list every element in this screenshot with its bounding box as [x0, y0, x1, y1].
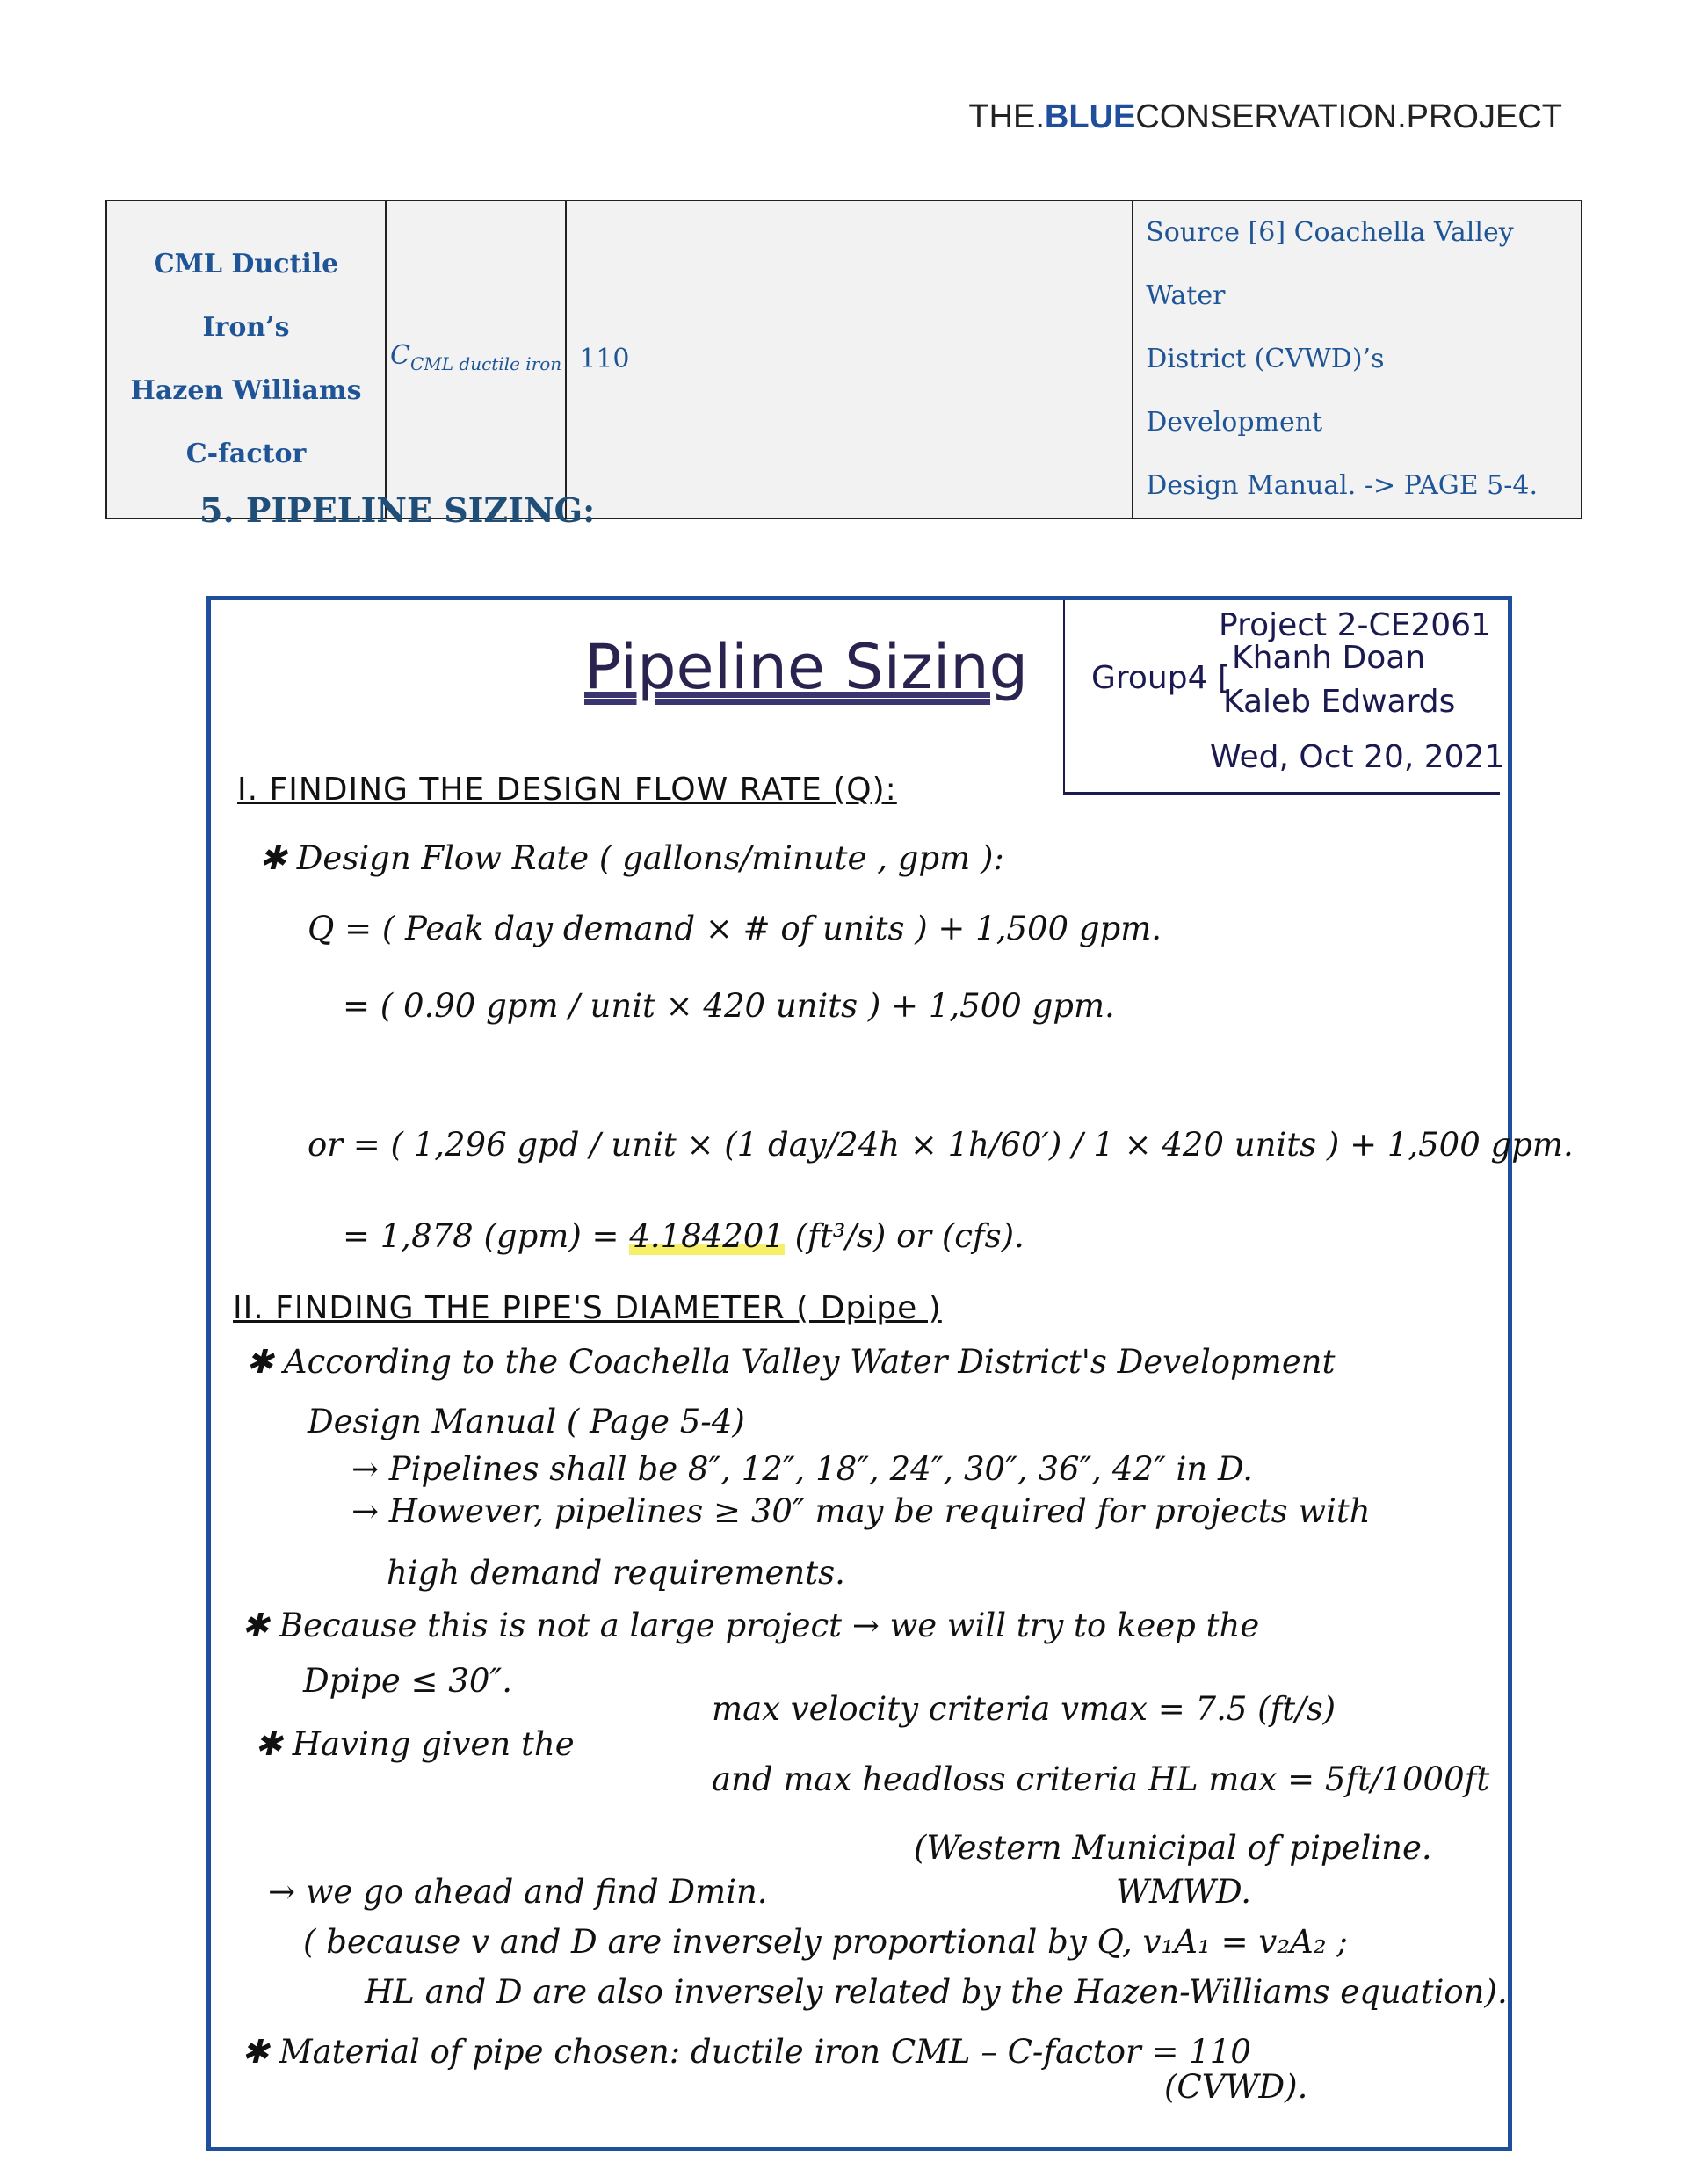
notes-title: Pipeline Sizing — [584, 631, 1029, 703]
highlighted-result: 4.184201 — [629, 1217, 785, 1255]
brand-prefix: THE. — [968, 98, 1045, 135]
note-line: Design Manual ( Page 5-4) — [308, 1403, 745, 1440]
note-line: → we go ahead and find Dmin. — [268, 1873, 768, 1911]
label-line: CML Ductile Iron’s — [153, 249, 339, 343]
brand-logo — [968, 98, 1562, 136]
table-row — [106, 200, 1582, 519]
note-line: ✱ Design Flow Rate ( gallons/minute , gpm ): — [259, 839, 1004, 877]
note-line: max velocity criteria vmax = 7.5 (ft/s) — [712, 1690, 1336, 1728]
note-line: ✱ Having given the — [255, 1725, 575, 1763]
note-line: → However, pipelines ≥ 30″ may be required for projects with — [351, 1492, 1371, 1530]
member-name: Khanh Doan — [1232, 640, 1426, 676]
note-line: ✱ Material of pipe chosen: ductile iron CML – C-factor = 110 — [242, 2033, 1251, 2071]
note-text: = 1,878 (gpm) = — [343, 1217, 630, 1255]
note-line: Dpipe ≤ 30″. — [303, 1662, 512, 1700]
symbol-subscript: CML ductile iron — [409, 352, 562, 374]
source-line: Source [6] Coachella Valley Water — [1146, 217, 1514, 311]
note-line: ✱ Because this is not a large project → we will try to keep the — [242, 1607, 1260, 1644]
note-line: → Pipelines shall be 8″, 12″, 18″, 24″, 30″, 36″, 42″ in D. — [351, 1450, 1254, 1488]
source-line: Design Manual. -> PAGE 5-4. — [1146, 470, 1538, 501]
member-name: Kaleb Edwards — [1223, 684, 1456, 720]
note-line: ( because v and D are inversely proportional by Q, v₁A₁ = v₂A₂ ; — [303, 1923, 1348, 1961]
date: Wed, Oct 20, 2021 — [1210, 739, 1505, 775]
note-line: WMWD. — [1116, 1873, 1252, 1911]
label-line: C-factor — [185, 439, 307, 469]
handwritten-notes-image — [206, 596, 1574, 2151]
parameter-value: 110 — [566, 200, 1133, 519]
source-line: District (CVWD)’s Development — [1146, 344, 1385, 438]
note-text: (ft³/s) or (cfs). — [784, 1217, 1025, 1255]
note-line: HL and D are also inversely related by the Hazen-Williams equation). — [365, 1973, 1508, 2011]
note-line: (Western Municipal of pipeline. — [914, 1829, 1432, 1867]
label-line: Hazen Williams — [130, 375, 362, 406]
note-line: Q = ( Peak day demand × # of units ) + 1,500 gpm. — [308, 910, 1162, 947]
parameter-label — [106, 200, 386, 519]
note-line — [343, 1217, 1025, 1255]
note-line: = ( 0.90 gpm / unit × 420 units ) + 1,500 gpm. — [343, 987, 1115, 1025]
parameter-table — [105, 200, 1582, 519]
project-label: Project 2-CE2061 — [1219, 607, 1492, 643]
parameter-symbol — [386, 200, 566, 519]
note-line: (CVWD). — [1164, 2068, 1308, 2106]
group-info-box — [1063, 600, 1505, 795]
note-heading: I. FINDING THE DESIGN FLOW RATE (Q): — [237, 772, 897, 808]
note-line: high demand requirements. — [387, 1554, 845, 1592]
parameter-source — [1133, 200, 1582, 519]
note-heading: II. FINDING THE PIPE'S DIAMETER ( Dpipe ) — [233, 1290, 942, 1326]
brand-suffix: CONSERVATION.PROJECT — [1135, 98, 1562, 135]
note-line: or = ( 1,296 gpd / unit × (1 day/24h × 1h/60′) / 1 × 420 units ) + 1,500 gpm. — [308, 1126, 1574, 1164]
section-heading: 5. PIPELINE SIZING: — [199, 490, 596, 530]
brand-bold: BLUE — [1044, 98, 1136, 135]
note-line: and max headloss criteria HL max = 5ft/1000ft — [712, 1760, 1490, 1798]
group-label: Group4 [ — [1091, 660, 1230, 696]
note-line: ✱ According to the Coachella Valley Water District's Development — [246, 1343, 1336, 1381]
symbol: C — [390, 339, 410, 371]
